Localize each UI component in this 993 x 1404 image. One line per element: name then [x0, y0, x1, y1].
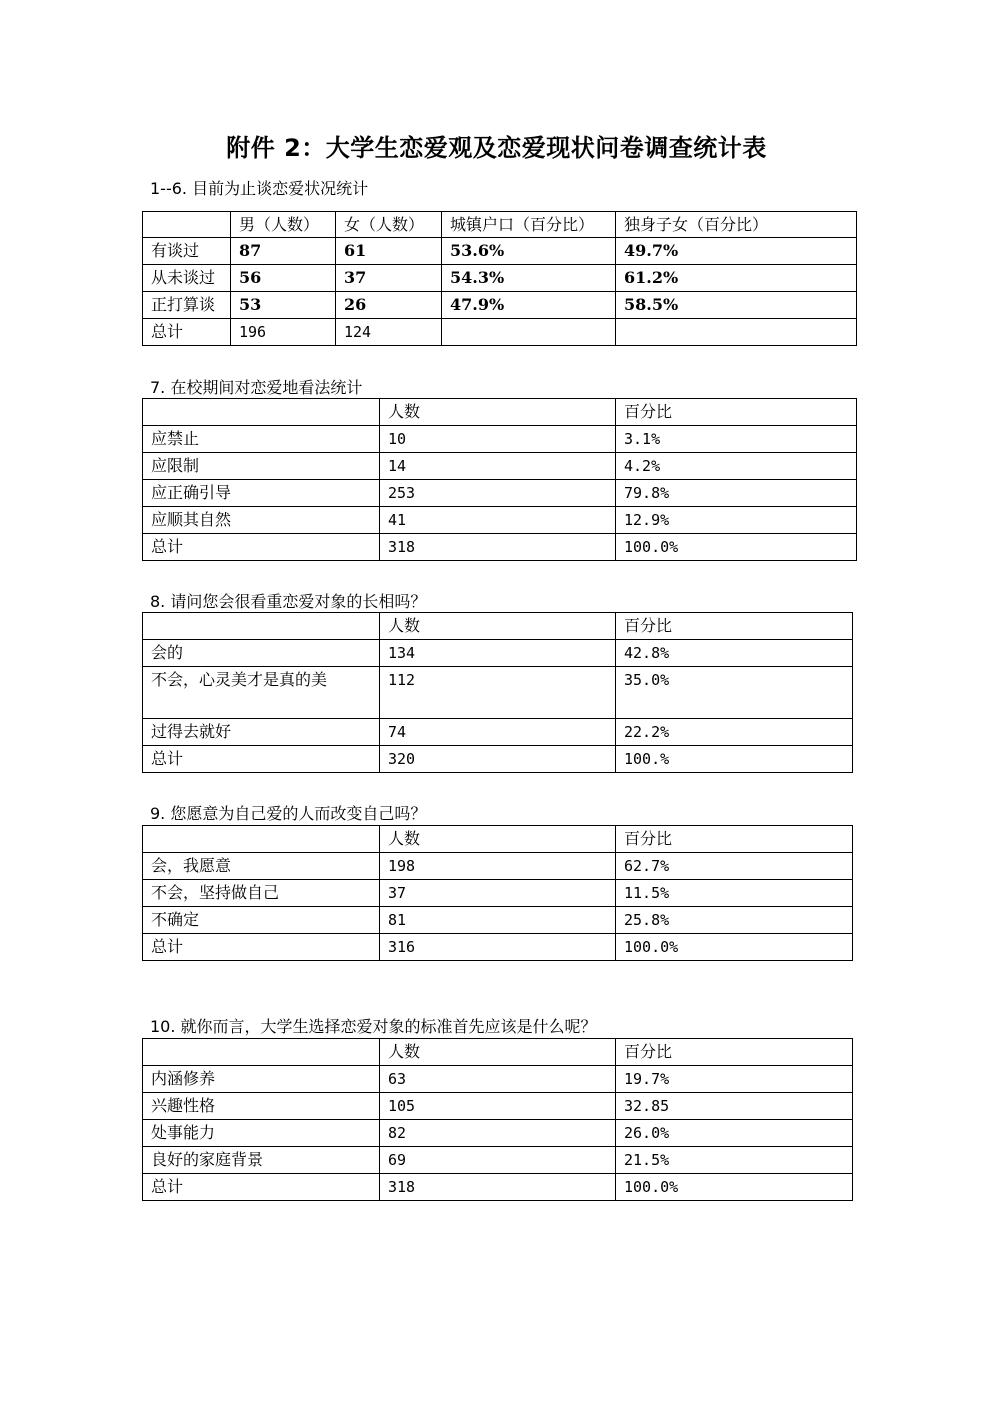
row-label: 应限制	[143, 453, 380, 480]
row-label: 总计	[143, 534, 380, 561]
cell-value: 100.%	[616, 746, 853, 773]
header-cell: 人数	[380, 399, 616, 426]
table-row	[143, 238, 857, 265]
row-label: 过得去就好	[143, 719, 380, 746]
cell-value: 32.85	[616, 1093, 853, 1120]
table-row	[143, 667, 853, 719]
section3-caption: 8. 请问您会很看重恋爱对象的长相吗？	[150, 592, 427, 611]
header-cell	[143, 613, 380, 640]
cell-value: 4.2%	[616, 453, 857, 480]
table-row	[143, 1147, 853, 1174]
document-title: 附件 2：大学生恋爱观及恋爱现状问卷调查统计表	[226, 134, 767, 162]
cell-value: 320	[380, 746, 616, 773]
cell-value: 47.9%	[442, 292, 616, 319]
header-cell: 百分比	[616, 399, 857, 426]
cell-value: 79.8%	[616, 480, 857, 507]
cell-value: 61.2%	[616, 265, 857, 292]
header-cell	[143, 1039, 380, 1066]
table-row	[143, 907, 853, 934]
cell-value: 41	[380, 507, 616, 534]
row-label: 兴趣性格	[143, 1093, 380, 1120]
cell-value: 100.0%	[616, 934, 853, 961]
cell-value: 100.0%	[616, 534, 857, 561]
row-label: 不确定	[143, 907, 380, 934]
table-row	[143, 1093, 853, 1120]
cell-value: 253	[380, 480, 616, 507]
table-header-row	[143, 826, 853, 853]
cell-value	[442, 319, 616, 346]
row-label: 应正确引导	[143, 480, 380, 507]
table-header-row	[143, 399, 857, 426]
header-cell: 男（人数）	[231, 212, 336, 238]
table-row	[143, 453, 857, 480]
section1-caption: 1--6. 目前为止谈恋爱状况统计	[150, 179, 369, 198]
table-change-self	[142, 825, 853, 961]
cell-value: 58.5%	[616, 292, 857, 319]
cell-value: 316	[380, 934, 616, 961]
row-label: 总计	[143, 319, 231, 346]
cell-value: 196	[231, 319, 336, 346]
header-cell: 女（人数）	[336, 212, 442, 238]
header-cell	[143, 399, 380, 426]
table-row-total	[143, 534, 857, 561]
section5-caption: 10. 就你而言，大学生选择恋爱对象的标准首先应该是什么呢？	[150, 1017, 597, 1036]
cell-value: 22.2%	[616, 719, 853, 746]
cell-value: 37	[380, 880, 616, 907]
cell-value: 26.0%	[616, 1120, 853, 1147]
table-row	[143, 640, 853, 667]
cell-value: 12.9%	[616, 507, 857, 534]
cell-value: 49.7%	[616, 238, 857, 265]
table-row	[143, 265, 857, 292]
cell-value: 21.5%	[616, 1147, 853, 1174]
cell-value: 35.0%	[616, 667, 853, 719]
table-row	[143, 719, 853, 746]
header-cell: 百分比	[616, 826, 853, 853]
header-cell: 百分比	[616, 1039, 853, 1066]
cell-value: 198	[380, 853, 616, 880]
cell-value: 100.0%	[616, 1174, 853, 1201]
row-label: 不会，坚持做自己	[143, 880, 380, 907]
cell-value: 53.6%	[442, 238, 616, 265]
table-row	[143, 880, 853, 907]
table-row-total	[143, 1174, 853, 1201]
row-label: 应禁止	[143, 426, 380, 453]
header-cell: 人数	[380, 826, 616, 853]
section4-caption: 9. 您愿意为自己爱的人而改变自己吗？	[150, 804, 427, 823]
table-row	[143, 1066, 853, 1093]
table-row-total	[143, 934, 853, 961]
cell-value: 53	[231, 292, 336, 319]
cell-value: 10	[380, 426, 616, 453]
table-dating-status	[142, 211, 857, 346]
cell-value: 82	[380, 1120, 616, 1147]
table-header-row	[143, 613, 853, 640]
row-label: 良好的家庭背景	[143, 1147, 380, 1174]
header-cell: 城镇户口（百分比）	[442, 212, 616, 238]
row-label: 总计	[143, 746, 380, 773]
cell-value: 69	[380, 1147, 616, 1174]
row-label: 有谈过	[143, 238, 231, 265]
cell-value: 19.7%	[616, 1066, 853, 1093]
header-cell	[143, 826, 380, 853]
row-label: 正打算谈	[143, 292, 231, 319]
cell-value: 25.8%	[616, 907, 853, 934]
cell-value: 3.1%	[616, 426, 857, 453]
cell-value: 112	[380, 667, 616, 719]
header-cell: 人数	[380, 613, 616, 640]
cell-value: 37	[336, 265, 442, 292]
table-row	[143, 426, 857, 453]
table-partner-criteria	[142, 1038, 853, 1201]
cell-value: 63	[380, 1066, 616, 1093]
row-label: 会的	[143, 640, 380, 667]
table-header-row	[143, 1039, 853, 1066]
row-label: 不会，心灵美才是真的美	[143, 667, 380, 719]
cell-value: 11.5%	[616, 880, 853, 907]
header-cell: 人数	[380, 1039, 616, 1066]
cell-value: 61	[336, 238, 442, 265]
cell-value: 26	[336, 292, 442, 319]
cell-value: 56	[231, 265, 336, 292]
header-cell	[143, 212, 231, 238]
row-label: 总计	[143, 1174, 380, 1201]
row-label: 会，我愿意	[143, 853, 380, 880]
header-cell: 百分比	[616, 613, 853, 640]
table-row	[143, 480, 857, 507]
cell-value: 318	[380, 1174, 616, 1201]
cell-value: 87	[231, 238, 336, 265]
table-appearance	[142, 612, 853, 773]
cell-value: 124	[336, 319, 442, 346]
table-attitude	[142, 398, 857, 561]
cell-value	[616, 319, 857, 346]
cell-value: 134	[380, 640, 616, 667]
cell-value: 14	[380, 453, 616, 480]
table-header-row	[143, 212, 857, 238]
cell-value: 81	[380, 907, 616, 934]
cell-value: 105	[380, 1093, 616, 1120]
cell-value: 318	[380, 534, 616, 561]
cell-value: 62.7%	[616, 853, 853, 880]
table-row	[143, 1120, 853, 1147]
table-row	[143, 507, 857, 534]
table-row-total	[143, 746, 853, 773]
row-label: 从未谈过	[143, 265, 231, 292]
cell-value: 74	[380, 719, 616, 746]
row-label: 内涵修养	[143, 1066, 380, 1093]
table-row	[143, 853, 853, 880]
row-label: 总计	[143, 934, 380, 961]
header-cell: 独身子女（百分比）	[616, 212, 857, 238]
row-label: 处事能力	[143, 1120, 380, 1147]
section2-caption: 7. 在校期间对恋爱地看法统计	[150, 378, 363, 397]
row-label: 应顺其自然	[143, 507, 380, 534]
cell-value: 42.8%	[616, 640, 853, 667]
cell-value: 54.3%	[442, 265, 616, 292]
table-row-total	[143, 319, 857, 346]
table-row	[143, 292, 857, 319]
